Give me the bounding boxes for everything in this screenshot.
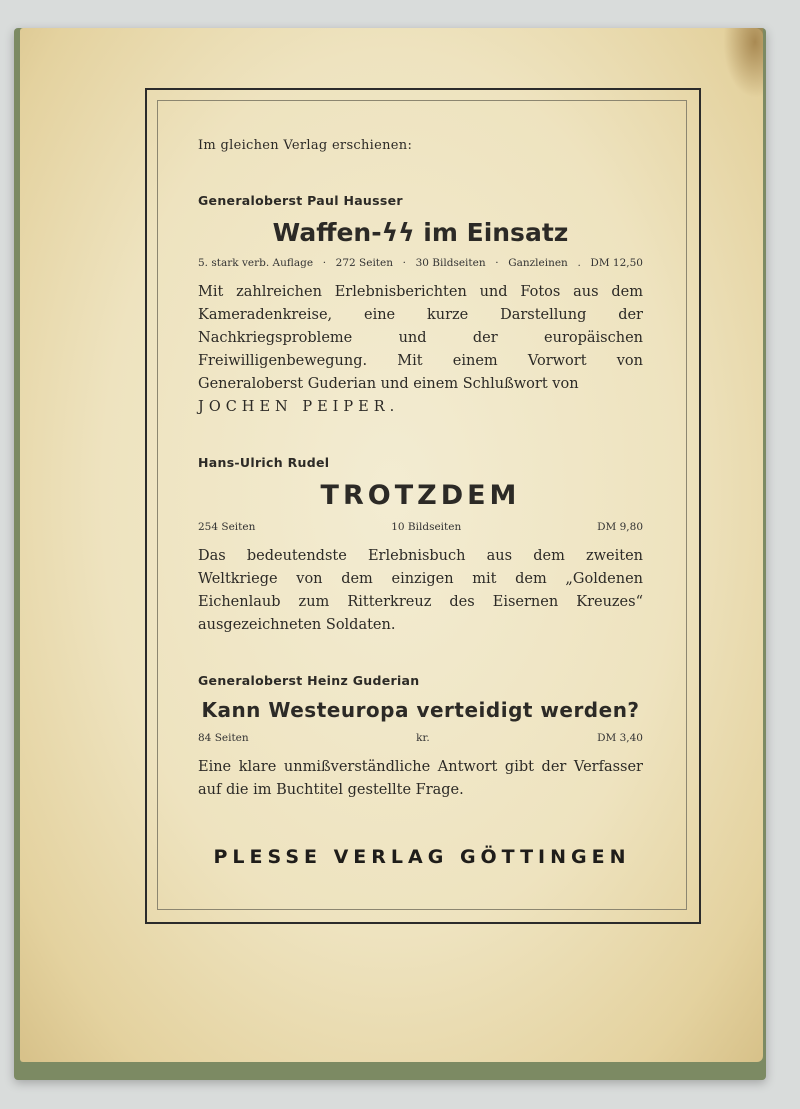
book-title: Kann Westeuropa verteidigt werden? — [201, 698, 640, 722]
meta-binding: Ganzleinen — [508, 257, 568, 269]
book-author: Hans-Ulrich Rudel — [198, 455, 330, 470]
book-description: Eine klare unmißverständliche Antwort gibt der Verfasser auf die im Buchtitel gestellte Frage. — [198, 759, 643, 798]
book-meta — [198, 732, 643, 744]
meta-photo-pages: 10 Bildseiten — [391, 521, 462, 533]
meta-separator: · — [495, 257, 499, 269]
meta-pages: 254 Seiten — [198, 521, 256, 533]
book-meta — [198, 521, 643, 533]
book-entry-trotzdem — [198, 455, 643, 637]
description-text: Mit zahlreichen Erlebnisberichten und Fotos aus dem Kameradenkreise, eine kurze Darstellung der Nachkriegsprobleme und der europäischen Freiwilligenbewegung. Mit einem Vorwort von Generaloberst Guderian und einem Schlußwort von — [198, 284, 643, 392]
book-description: Das bedeutendste Erlebnisbuch aus dem zweiten Weltkriege von dem einzigen mit dem „Goldenen Eichenlaub zum Ritterkreuz des Eisernen Kreuzes“ ausgezeichneten Soldaten. — [198, 548, 643, 633]
meta-pages: 84 Seiten — [198, 732, 249, 744]
meta-price: DM 9,80 — [597, 521, 643, 533]
meta-edition: 5. stark verb. Auflage — [198, 257, 314, 269]
advertisement-text — [198, 138, 643, 838]
book-meta — [198, 257, 643, 269]
book-author: Generaloberst Heinz Guderian — [198, 673, 420, 688]
cover-wear-stain — [723, 28, 763, 98]
meta-separator: · — [322, 257, 327, 269]
book-title: Waffen-ϟϟ im Einsatz — [272, 218, 569, 247]
meta-separator: . — [577, 257, 581, 269]
meta-binding: kr. — [416, 732, 430, 744]
meta-price: DM 12,50 — [590, 257, 643, 269]
publisher-name: PLESSE VERLAG GÖTTINGEN — [213, 846, 631, 868]
description-name: JOCHEN PEIPER. — [198, 399, 400, 415]
book-entry-waffen — [198, 193, 643, 419]
meta-price: DM 3,40 — [597, 732, 643, 744]
intro-line: Im gleichen Verlag erschienen: — [198, 138, 413, 153]
book-title: TROTZDEM — [320, 480, 521, 511]
meta-photo-pages: 30 Bildseiten — [415, 257, 486, 269]
meta-separator: · — [402, 257, 406, 269]
book-description — [198, 281, 643, 419]
meta-pages: 272 Seiten — [335, 257, 393, 269]
book-entry-westeuropa — [198, 673, 643, 802]
book-author: Generaloberst Paul Hausser — [198, 193, 403, 208]
